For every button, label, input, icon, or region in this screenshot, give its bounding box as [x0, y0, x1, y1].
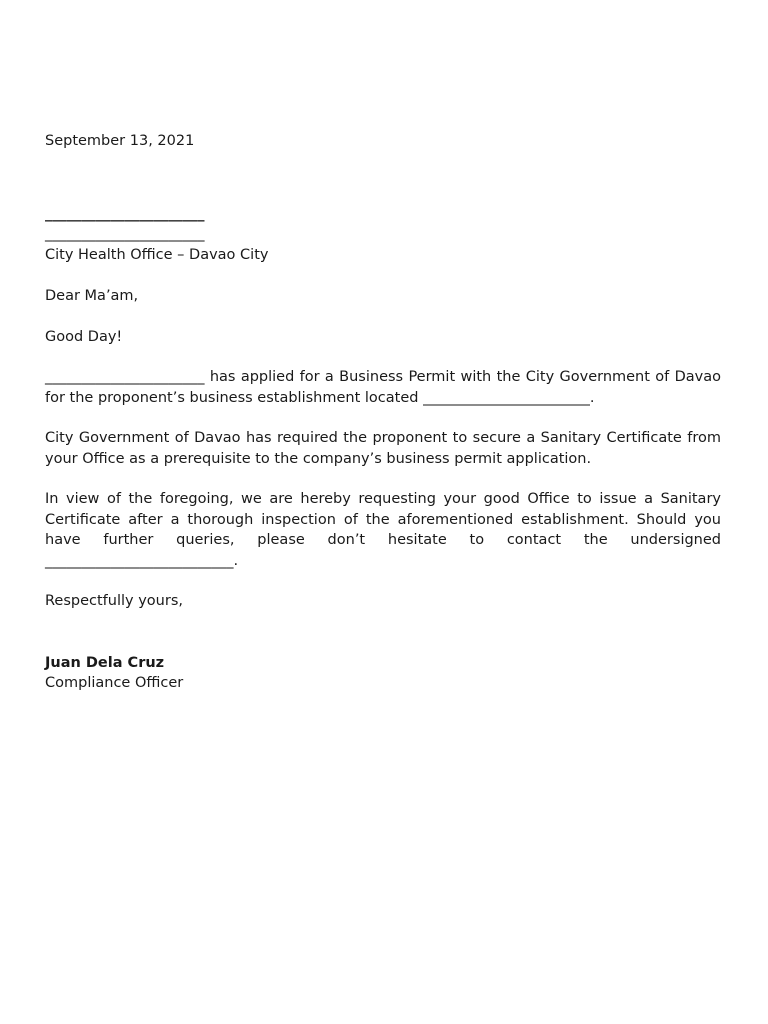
salutation: Dear Ma’am, — [45, 288, 139, 304]
spacer — [45, 152, 721, 204]
signatory-position: Compliance Officer — [45, 675, 184, 691]
spacer — [45, 347, 721, 367]
letter-date: September 13, 2021 — [45, 133, 195, 149]
contact-blank: __________________________ — [45, 552, 234, 569]
recipient-name-blank: ______________________ — [45, 205, 205, 222]
applicant-blank: ______________________ — [45, 369, 205, 385]
spacer — [45, 307, 721, 327]
spacer — [45, 265, 721, 286]
paragraph-text: has applied for a Business Permit with the City Government of Davao for the proponent’s business establishment located — [45, 369, 721, 406]
spacer — [45, 408, 721, 428]
paragraph-text: . — [233, 552, 239, 569]
paragraph-text: In view of the foregoing, we are hereby requesting your good Office to issue a Sanitary Certificate after a thorough inspection of the aforementioned establishment. Should you have further queries, please don’t hesitate to contact the undersigned — [45, 491, 721, 548]
paragraph-text: . — [589, 389, 595, 406]
location-blank: _______________________ — [423, 389, 590, 406]
recipient-office: City Health Office – Davao City — [45, 246, 269, 263]
paragraph-application — [45, 367, 721, 408]
spacer — [45, 469, 721, 489]
greeting: Good Day! — [45, 328, 123, 345]
paragraph-requirement: City Government of Davao has required the proponent to secure a Sanitary Certificate from your Office as a prerequisite to the company’s business permit application. — [45, 430, 721, 467]
signatory-name: Juan Dela Cruz — [45, 654, 165, 671]
spacer — [45, 571, 721, 591]
closing: Respectfully yours, — [45, 593, 183, 609]
spacer — [45, 612, 721, 653]
letter-body — [45, 131, 721, 694]
recipient-title-blank: ______________________ — [45, 226, 205, 242]
paragraph-request — [45, 489, 721, 571]
